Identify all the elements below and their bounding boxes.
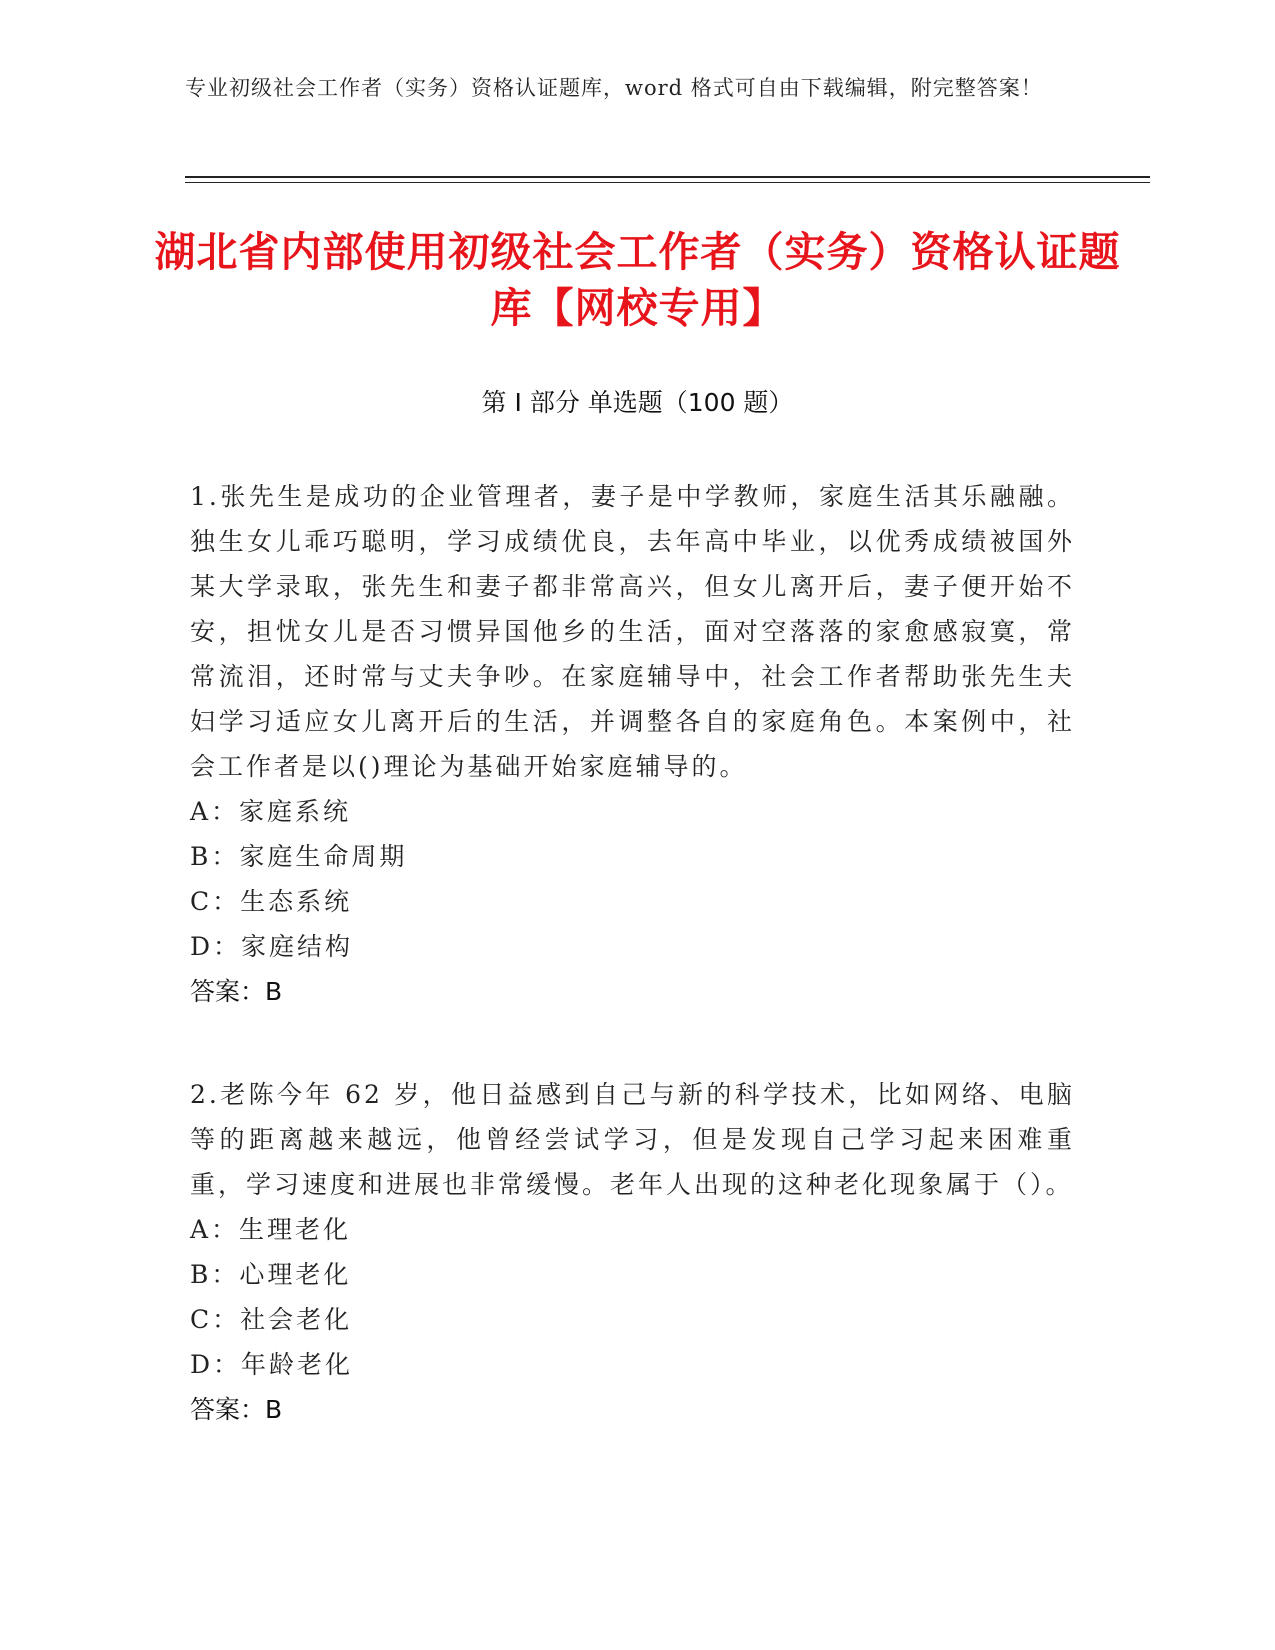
option-c: C：社会老化 — [190, 1305, 353, 1334]
question-stem: 1.张先生是成功的企业管理者，妻子是中学教师，家庭生活其乐融融。独生女儿乖巧聪明，学习成绩优良，去年高中毕业，以优秀成绩被国外某大学录取，张先生和妻子都非常高兴，但女儿离开后，妻子便开始不安，担忧女儿是否习惯异国他乡的生活，面对空落落的家愈感寂寞，常常流泪，还时常与丈夫争吵。在家庭辅导中，社会工作者帮助张先生夫妇学习适应女儿离开后的生活，并调整各自的家庭角色。本案例中，社会工作者是以()理论为基础开始家庭辅导的。 — [190, 482, 1075, 781]
question-1 — [190, 474, 1075, 1014]
section-heading: 第 I 部分 单选题（100 题） — [481, 388, 794, 417]
header-divider — [185, 176, 1150, 178]
question-stem: 2.老陈今年 62 岁，他日益感到自己与新的科学技术，比如网络、电脑等的距离越来越远，他曾经尝试学习，但是发现自己学习起来困难重重，学习速度和进展也非常缓慢。老年人出现的这种老化现象属于（）。 — [190, 1080, 1075, 1199]
option-a: A：家庭系统 — [190, 797, 352, 826]
option-c: C：生态系统 — [190, 887, 353, 916]
option-d: D：家庭结构 — [190, 932, 354, 961]
answer: 答案：B — [190, 1395, 283, 1424]
answer: 答案：B — [190, 977, 283, 1006]
option-b: B：心理老化 — [190, 1260, 352, 1289]
document-title: 湖北省内部使用初级社会工作者（实务）资格认证题库【网校专用】 — [154, 228, 1121, 332]
option-d: D：年龄老化 — [190, 1350, 354, 1379]
question-2 — [190, 1072, 1075, 1432]
option-a: A：生理老化 — [190, 1215, 352, 1244]
header-note: 专业初级社会工作者（实务）资格认证题库，word 格式可自由下载编辑，附完整答案！ — [185, 76, 1043, 100]
option-b: B：家庭生命周期 — [190, 842, 408, 871]
header-divider-thin — [185, 182, 1150, 183]
